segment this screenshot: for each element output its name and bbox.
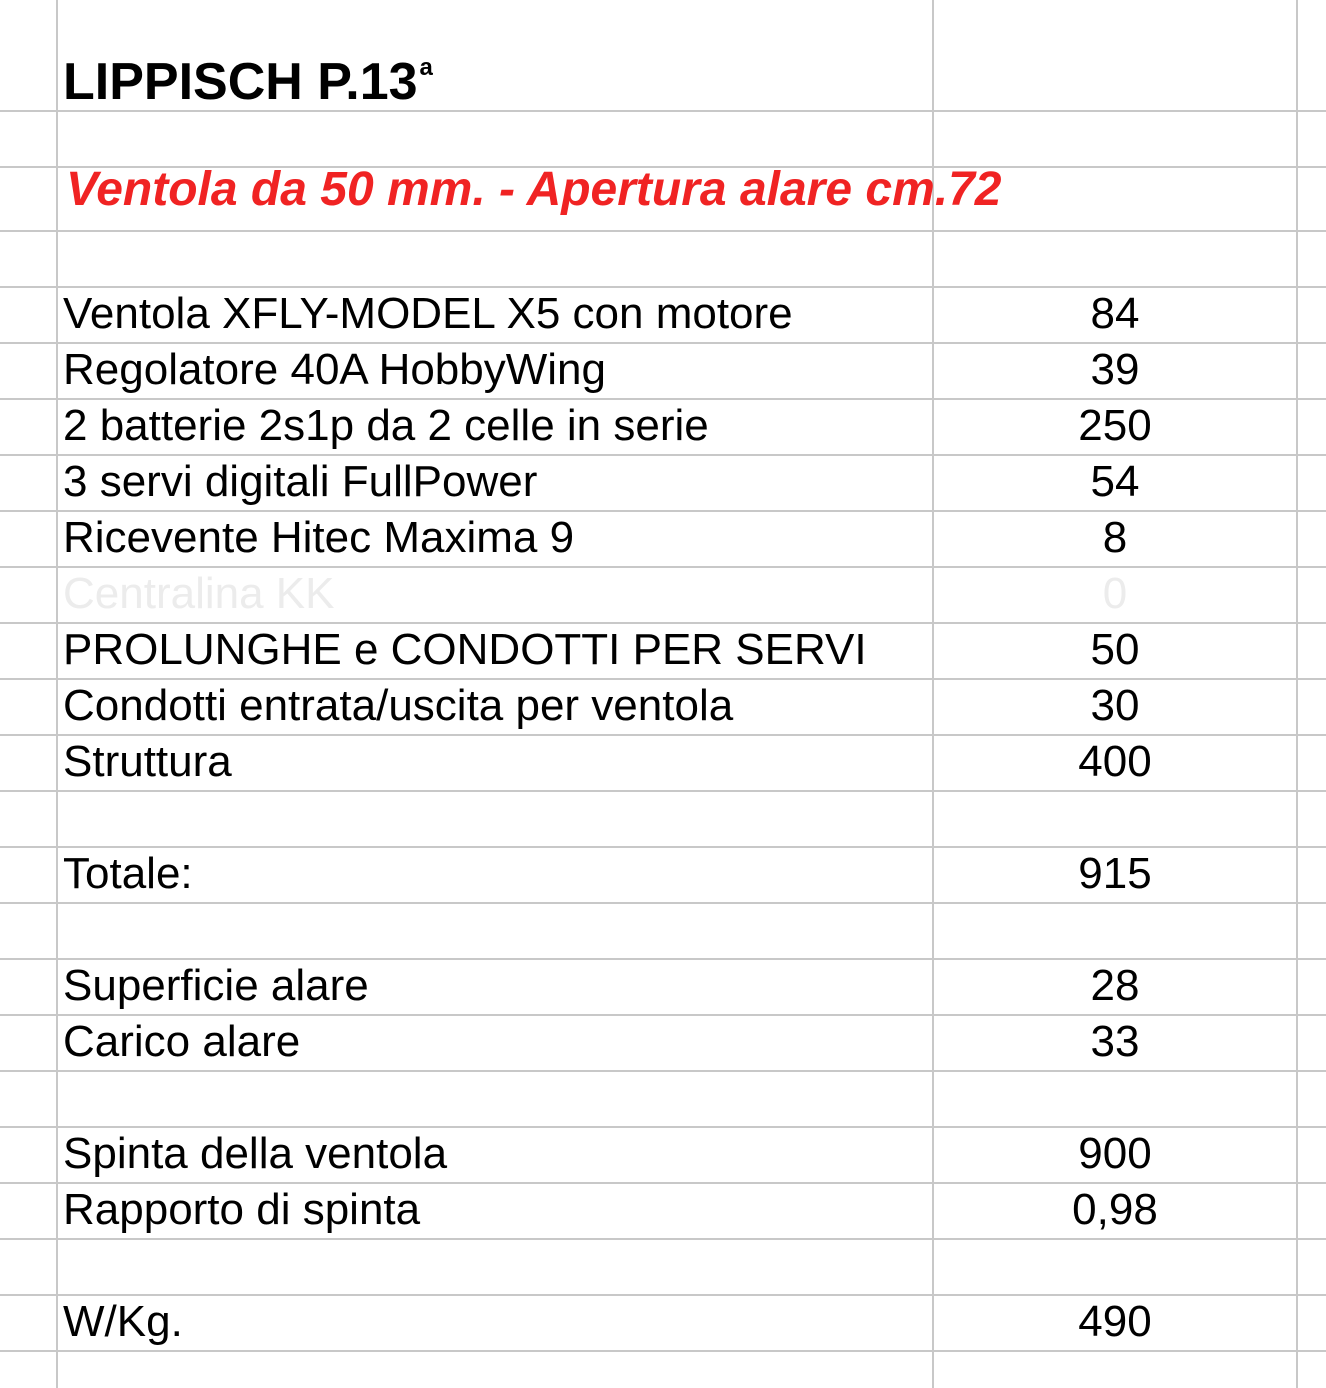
grid-column-line: [56, 0, 58, 1388]
wing-area-value[interactable]: 28: [1090, 961, 1140, 1010]
wing-area-label[interactable]: Superficie alare: [63, 961, 369, 1010]
wing-loading-label[interactable]: Carico alare: [63, 1017, 301, 1066]
component-label[interactable]: Struttura: [63, 737, 232, 786]
total-label[interactable]: Totale:: [63, 849, 193, 898]
component-value[interactable]: 84: [1090, 289, 1140, 338]
component-label[interactable]: 3 servi digitali FullPower: [63, 457, 538, 506]
thrust-ratio-label[interactable]: Rapporto di spinta: [63, 1185, 421, 1234]
title-superscript: a: [419, 54, 433, 81]
grid-row-line: [0, 790, 1326, 792]
grid-row-line: [0, 1238, 1326, 1240]
component-value[interactable]: 54: [1090, 457, 1140, 506]
component-value[interactable]: 30: [1090, 681, 1140, 730]
component-label-disabled[interactable]: Centralina KK: [63, 569, 335, 618]
grid-row-line: [0, 1070, 1326, 1072]
component-label[interactable]: Regolatore 40A HobbyWing: [63, 345, 606, 394]
component-value-disabled[interactable]: 0: [1102, 569, 1128, 618]
grid-column-line: [1296, 0, 1298, 1388]
fan-thrust-value[interactable]: 900: [1078, 1129, 1152, 1178]
component-value[interactable]: 8: [1102, 513, 1128, 562]
sheet-title[interactable]: LIPPISCH P.13$^a$: [63, 53, 433, 111]
component-label[interactable]: Ricevente Hitec Maxima 9: [63, 513, 575, 562]
component-value[interactable]: 50: [1090, 625, 1140, 674]
component-value[interactable]: 39: [1090, 345, 1140, 394]
component-label[interactable]: Condotti entrata/uscita per ventola: [63, 681, 734, 730]
thrust-ratio-value[interactable]: 0,98: [1072, 1185, 1158, 1234]
wing-loading-value[interactable]: 33: [1090, 1017, 1140, 1066]
fan-thrust-label[interactable]: Spinta della ventola: [63, 1129, 448, 1178]
grid-row-line: [0, 230, 1326, 232]
grid-row-line: [0, 902, 1326, 904]
component-label[interactable]: Ventola XFLY-MODEL X5 con motore: [63, 289, 793, 338]
power-ratio-value[interactable]: 490: [1078, 1297, 1152, 1346]
power-ratio-label[interactable]: W/Kg.: [63, 1297, 183, 1346]
component-label[interactable]: PROLUNGHE e CONDOTTI PER SERVI: [63, 625, 867, 674]
grid-row-line: [0, 1350, 1326, 1352]
sheet-subtitle[interactable]: Ventola da 50 mm. - Apertura alare cm.72: [66, 163, 1002, 216]
total-value[interactable]: 915: [1078, 849, 1152, 898]
component-label[interactable]: 2 batterie 2s1p da 2 celle in serie: [63, 401, 709, 450]
component-value[interactable]: 250: [1078, 401, 1152, 450]
component-value[interactable]: 400: [1078, 737, 1152, 786]
